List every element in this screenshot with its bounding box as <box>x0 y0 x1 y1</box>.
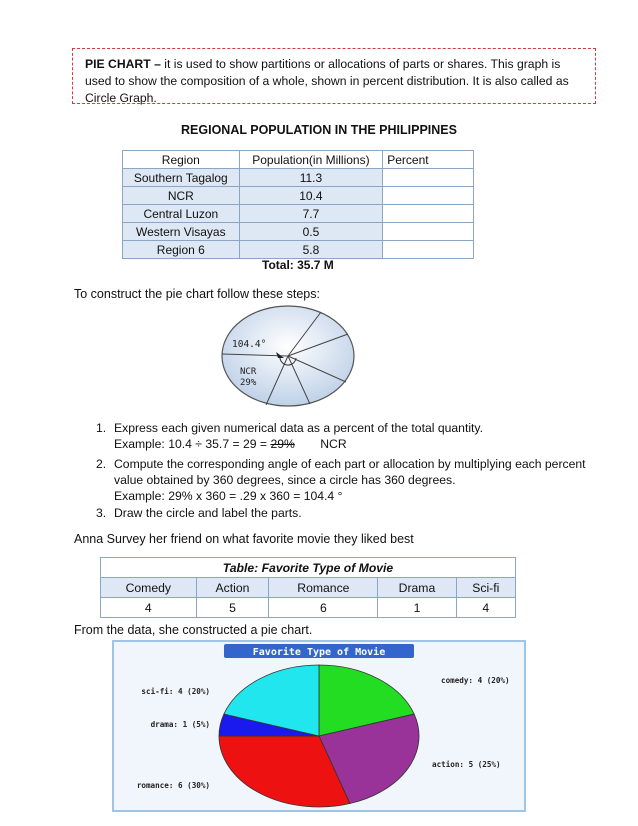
header-region: Region <box>123 151 240 169</box>
table-row <box>123 223 474 241</box>
step-number: 2. <box>96 457 107 471</box>
percent-cell <box>383 223 474 241</box>
step-text: Draw the circle and label the parts. <box>114 506 302 520</box>
definition-term: PIE CHART – <box>85 57 161 71</box>
header-cell: Romance <box>269 578 378 598</box>
step-example: Example: 29% x 360 = .29 x 360 = 104.4 ° <box>114 489 343 503</box>
step-example-text: Example: 10.4 ÷ 35.7 = 29 = <box>114 437 271 451</box>
value-cell: 4 <box>456 598 515 618</box>
definition-box <box>72 48 596 104</box>
header-population: Population(in Millions) <box>239 151 383 169</box>
sample-pie-slice-name: NCR <box>240 367 257 377</box>
percent-cell <box>383 205 474 223</box>
header-cell: Drama <box>378 578 456 598</box>
movie-table-header <box>101 578 516 598</box>
pie-label-drama: drama: 1 (5%) <box>150 720 210 729</box>
population-total: Total: 35.7 M <box>262 258 334 272</box>
pie-label-action: action: 5 (25%) <box>432 760 501 769</box>
movie-table-caption: Table: Favorite Type of Movie <box>101 558 516 578</box>
region-cell: Western Visayas <box>123 223 240 241</box>
population-table-header <box>123 151 474 169</box>
population-cell: 10.4 <box>239 187 383 205</box>
step-text: Compute the corresponding angle of each part or allocation by multiplying each percent <box>114 457 586 471</box>
movie-table-caption-row <box>101 558 516 578</box>
percent-cell <box>383 187 474 205</box>
chart-title: Favorite Type of Movie <box>252 647 386 658</box>
step-example <box>114 436 606 452</box>
header-percent: Percent <box>383 151 474 169</box>
table-row <box>123 169 474 187</box>
pie-label-comedy: comedy: 4 (20%) <box>441 676 510 685</box>
header-cell: Action <box>196 578 269 598</box>
table-row <box>123 241 474 259</box>
table-row <box>101 598 516 618</box>
percent-cell <box>383 169 474 187</box>
step-example-struck: 29% <box>270 437 295 451</box>
value-cell: 6 <box>269 598 378 618</box>
step-text: value obtained by 360 degrees, since a circle has 360 degrees. <box>114 473 456 487</box>
population-table-title: REGIONAL POPULATION IN THE PHILIPPINES <box>181 123 457 137</box>
value-cell: 5 <box>196 598 269 618</box>
percent-cell <box>383 241 474 259</box>
value-cell: 1 <box>378 598 456 618</box>
table-row <box>123 205 474 223</box>
region-cell: Southern Tagalog <box>123 169 240 187</box>
constructed-intro: From the data, she constructed a pie chart. <box>74 623 313 637</box>
table-row <box>123 187 474 205</box>
step-number: 1. <box>96 421 107 435</box>
value-cell: 4 <box>101 598 197 618</box>
construct-intro: To construct the pie chart follow these steps: <box>74 287 320 301</box>
sample-pie-illustration <box>218 302 358 410</box>
population-cell: 7.7 <box>239 205 383 223</box>
population-table <box>122 150 474 259</box>
sample-pie-angle-label: 104.4° <box>232 339 267 350</box>
movie-table <box>100 557 516 618</box>
population-cell: 0.5 <box>239 223 383 241</box>
region-cell: Central Luzon <box>123 205 240 223</box>
sample-pie-slice-percent: 29% <box>240 378 257 388</box>
header-cell: Comedy <box>101 578 197 598</box>
definition-text: it is used to show partitions or allocations of parts or shares. This graph is used to show the composition of a whole, shown in percent distribution. It is also called as Circle Graph. <box>85 57 569 105</box>
pie-label-sci-fi: sci-fi: 4 (20%) <box>141 687 210 696</box>
step-example-region: NCR <box>320 437 347 451</box>
step-text: Express each given numerical data as a percent of the total quantity. <box>114 421 483 435</box>
population-cell: 5.8 <box>239 241 383 259</box>
movie-pie-chart <box>114 642 524 810</box>
population-cell: 11.3 <box>239 169 383 187</box>
region-cell: NCR <box>123 187 240 205</box>
pie-label-romance: romance: 6 (30%) <box>136 781 210 790</box>
region-cell: Region 6 <box>123 241 240 259</box>
pie-slices <box>219 665 419 807</box>
step-number: 3. <box>96 506 107 520</box>
header-cell: Sci-fi <box>456 578 515 598</box>
survey-intro: Anna Survey her friend on what favorite movie they liked best <box>74 532 414 546</box>
movie-pie-chart-frame <box>112 640 526 812</box>
